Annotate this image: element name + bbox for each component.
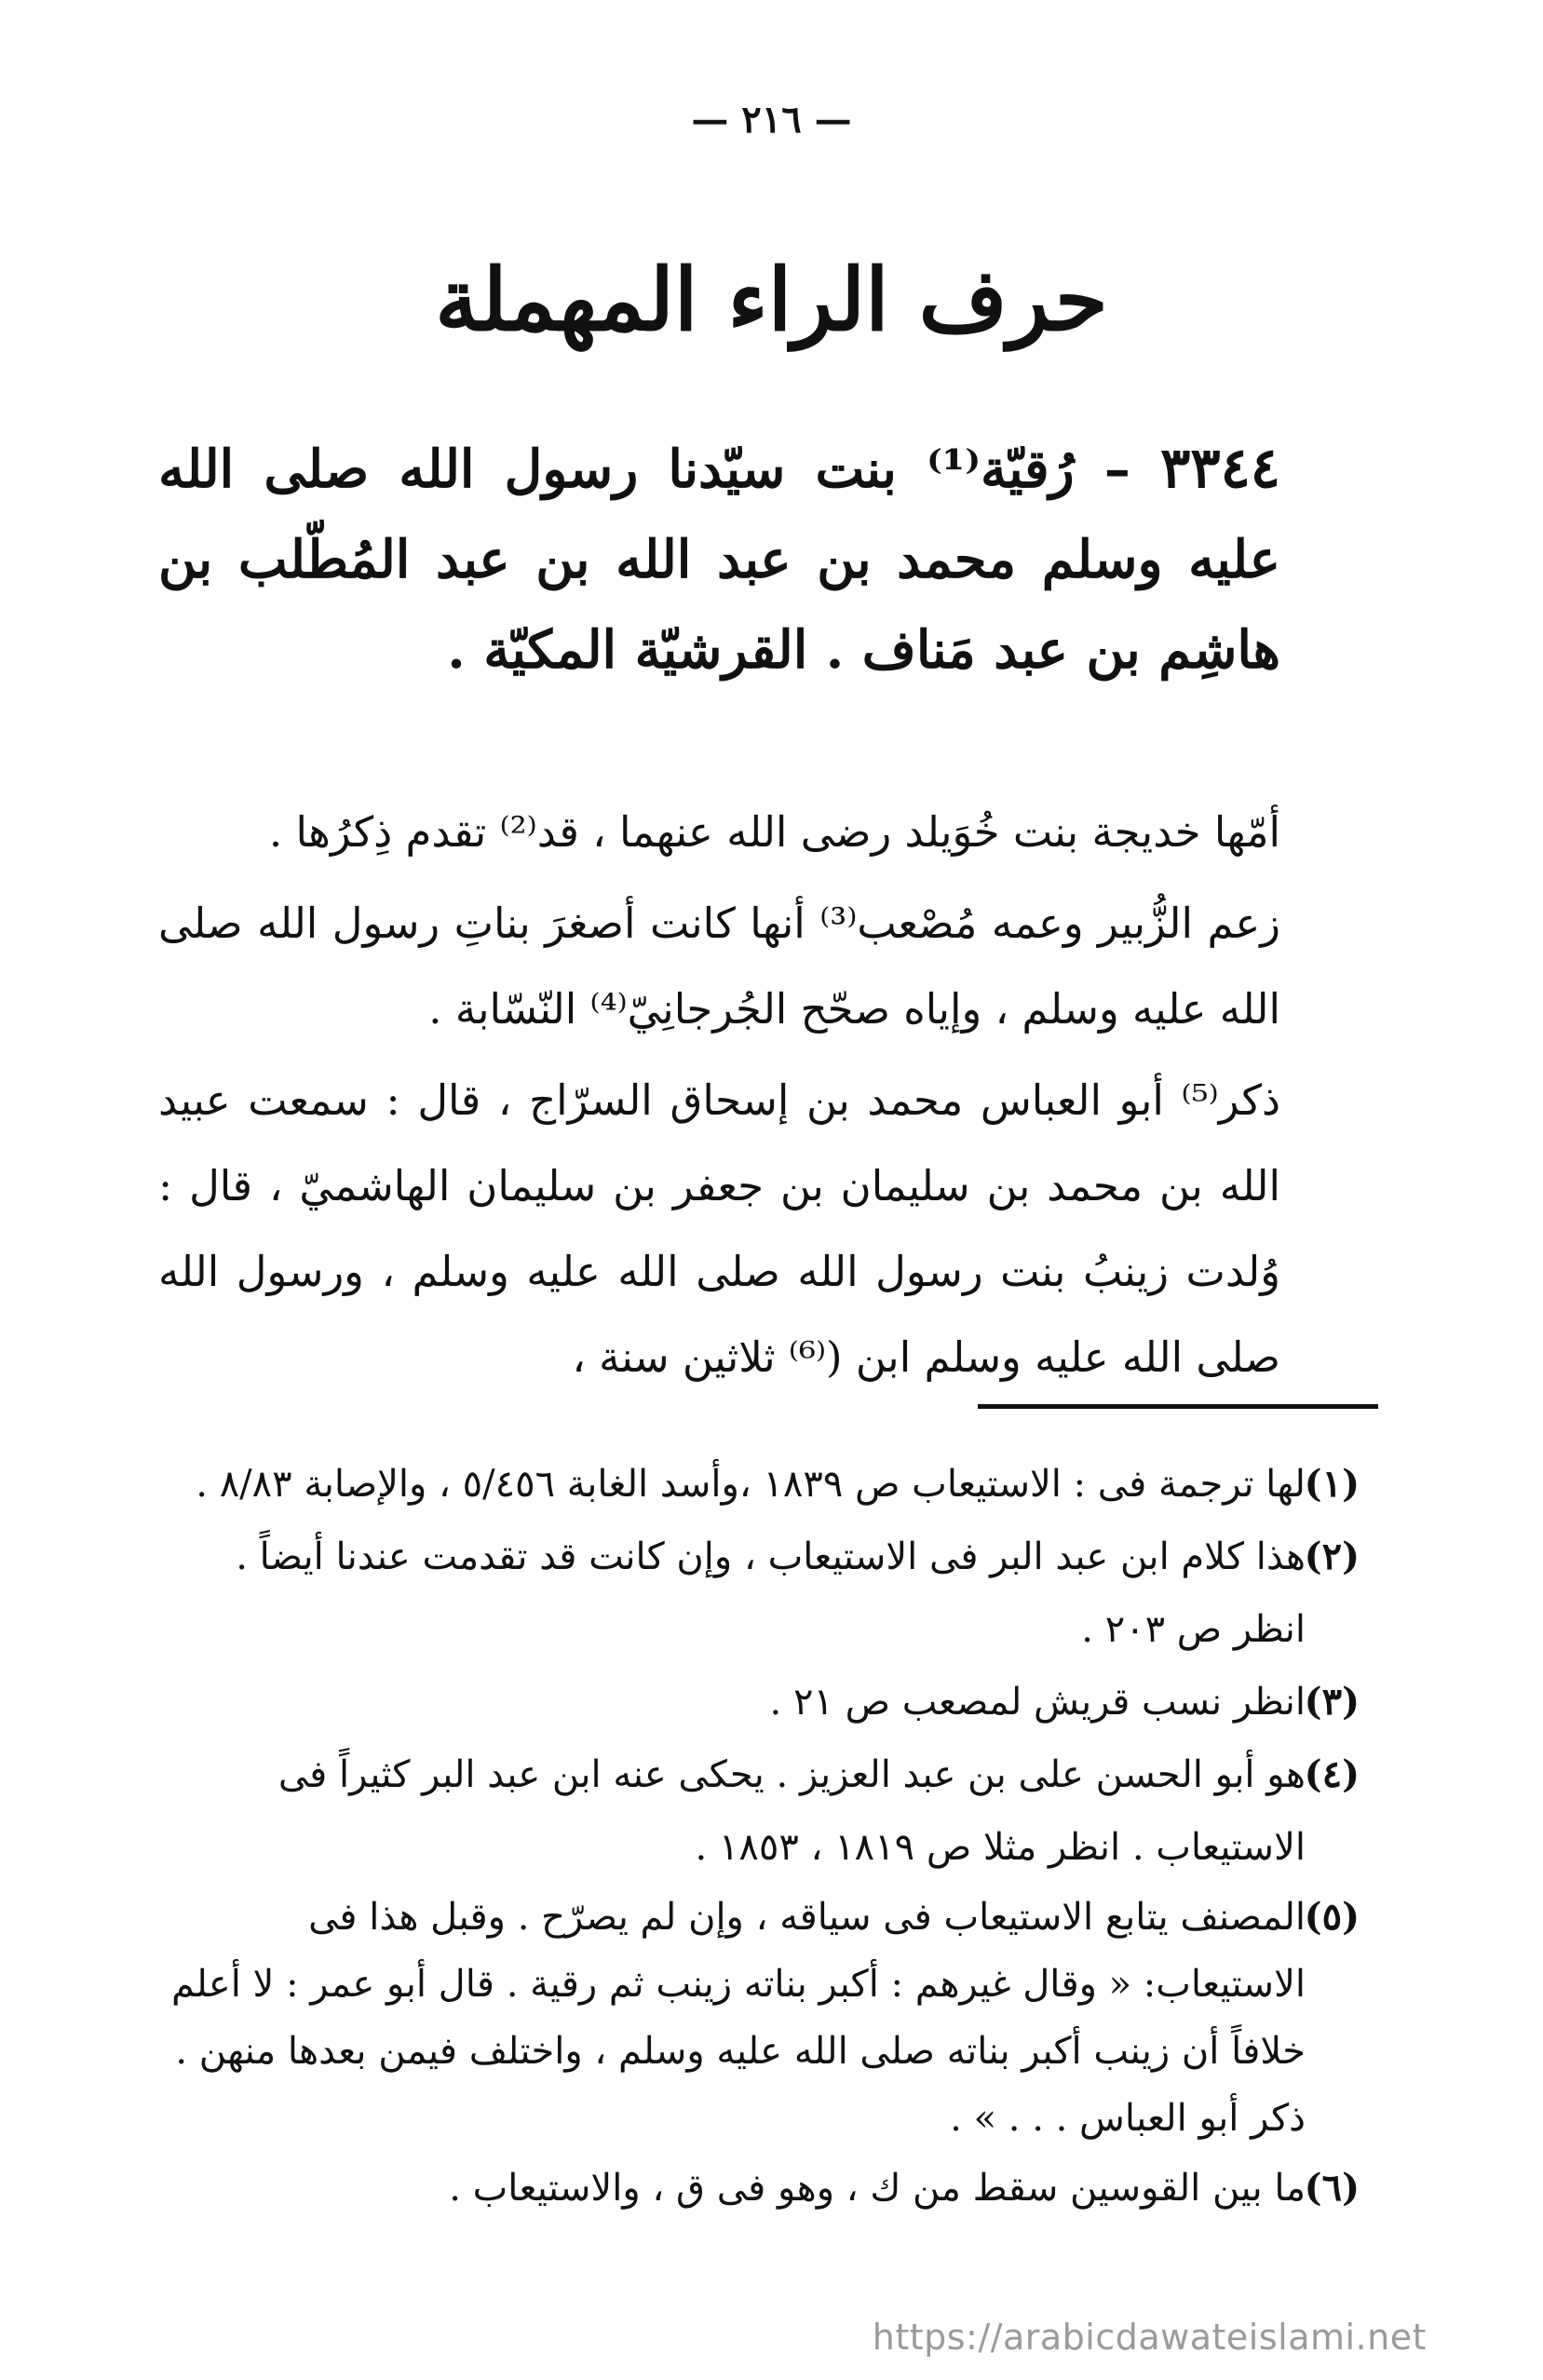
- footnote-number: (١): [1304, 1462, 1360, 1506]
- footnote: [158, 1884, 1360, 2152]
- footnote: [158, 1521, 1360, 1666]
- watermark-url: https://arabicdawateislami.net: [872, 2317, 1427, 2358]
- paragraph: أمّها خديجة بنت خُوَيلد رضى الله عنهما ، قد⁽²⁾ تقدم ذِكرُها .: [268, 807, 1280, 857]
- footnote: [158, 1448, 1360, 1521]
- footnote-number: (٥): [1304, 1895, 1360, 1939]
- footnotes: [158, 1448, 1360, 2224]
- footnote-text: لها ترجمة فى : الاستيعاب ص ١٨٣٩ ،وأسد الغابة ٥/٤٥٦ ، والإصابة ٨/٨٣ .: [196, 1463, 1306, 1506]
- footnote-separator: [978, 1404, 1378, 1409]
- entry-header: ٣٣٤٤ – رُقيّة⁽¹⁾ بنت سيّدنا رسول الله صلى الله عليه وسلم محمد بن عبد الله بن عبد المُطّلب بن هاشِم بن عبد مَناف . القرشيّة المكيّة .: [158, 436, 1281, 681]
- entry-header-text: رُقيّة⁽¹⁾ بنت سيّدنا رسول الله صلى الله عليه وسلم محمد بن عبد الله بن عبد المُطّلب بن هاشِم بن عبد مَناف . القرشيّة المكيّة .: [158, 439, 1280, 681]
- footnote-text: هو أبو الحسن على بن عبد العزيز . يحكى عنه ابن عبد البر كثيراً فى الاستيعاب . انظر مثلا ص ١٨١٩ ، ١٨٥٣ .: [277, 1753, 1306, 1869]
- footnote-number: (٢): [1304, 1535, 1360, 1578]
- footnote-number: (٣): [1304, 1680, 1360, 1724]
- footnote-text: المصنف يتابع الاستيعاب فى سياقه ، وإن لم يصرّح . وقبل هذا فى الاستيعاب: « وقال غيرهم : أكبر بناته زينب ثم رقية . قال أبو عمر : لا أعلم خلافاً أن زينب أكبر بناته صلى الله عليه وسلم ، واختلف فيمن بعدها منهن . ذكر أبو العباس . . . » .: [170, 1896, 1306, 2140]
- footnote-text: انظر نسب قريش لمصعب ص ٢١ .: [769, 1681, 1306, 1724]
- footnote: [158, 1666, 1360, 1738]
- paragraph: ذكر⁽⁵⁾ أبو العباس محمد بن إسحاق السرّاج ، قال : سمعت عبيد الله بن محمد بن سليمان بن جعفر بن سليمان الهاشميّ ، قال : وُلدت زينبُ بنت رسول الله صلى الله عليه وسلم ، ورسول الله صلى الله عليه وسلم ابن (⁽⁶⁾ ثلاثين سنة ،: [158, 1075, 1280, 1382]
- footnote: [158, 1738, 1360, 1884]
- footnote-number: (٤): [1304, 1752, 1360, 1796]
- page-number: — ٢١٦ —: [691, 98, 852, 142]
- entry-number: ٣٣٤٤: [1160, 436, 1281, 501]
- body-text: [158, 790, 1280, 1400]
- paragraph: زعم الزُّبير وعمه مُصْعب⁽³⁾ أنها كانت أصغرَ بناتِ رسول الله صلى الله عليه وسلم ، وإياه صحّح الجُرجانِيّ⁽⁴⁾ النّسّابة .: [158, 899, 1280, 1034]
- footnote-number: (٦): [1304, 2166, 1360, 2210]
- footnote: [158, 2152, 1360, 2224]
- footnote-text: ما بين القوسين سقط من ك ، وهو فى ق ، والاستيعاب .: [449, 2167, 1306, 2210]
- chapter-title: حرف الراء المهملة: [435, 250, 1108, 350]
- footnote-text: هذا كلام ابن عبد البر فى الاستيعاب ، وإن كانت قد تقدمت عندنا أيضاً . انظر ص ٢٠٣ .: [236, 1535, 1306, 1651]
